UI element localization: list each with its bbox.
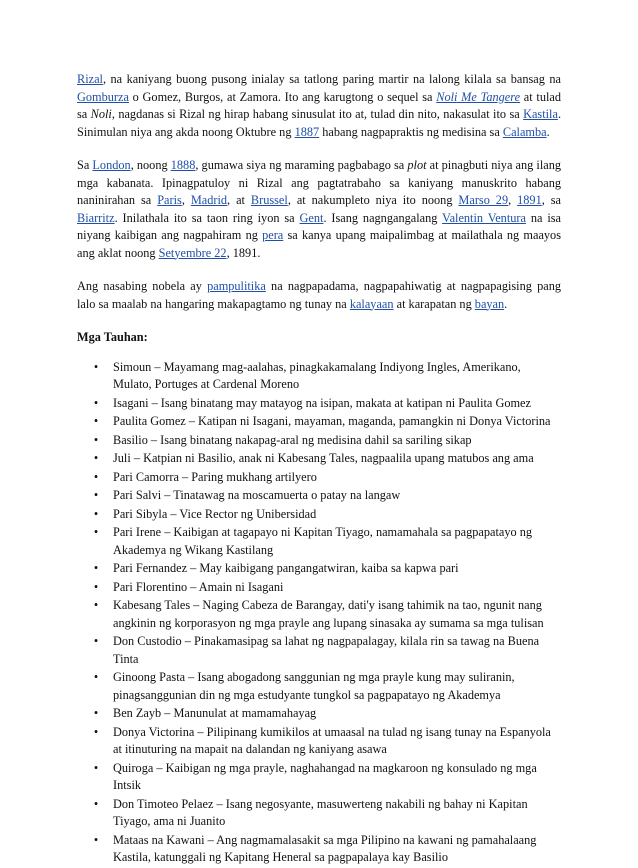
list-item-text: Pari Salvi – Tinatawag na moscamuerta o patay na langaw [113, 488, 401, 502]
list-item-text: Pari Fernandez – May kaibigang pangangatwiran, kaiba sa kapwa pari [113, 561, 459, 575]
link-kastila[interactable]: Kastila [523, 107, 558, 121]
list-item [77, 487, 561, 505]
bullet-icon: • [93, 796, 99, 811]
list-item-text: Don Custodio – Pinakamasipag sa lahat ng nagpapalagay, kilala rin sa tawag na Buena Tinta [113, 634, 540, 666]
link-paris[interactable]: Paris [157, 193, 182, 207]
link-1888[interactable]: 1888 [170, 158, 196, 172]
list-item-text: Ben Zayb – Manunulat at mamamahayag [113, 706, 317, 720]
bullet-icon: • [93, 760, 99, 775]
text: . [546, 124, 550, 139]
bullet-icon: • [93, 634, 99, 648]
list-item [77, 669, 561, 704]
link-1891[interactable]: 1891 [517, 193, 542, 207]
bullet-icon: • [93, 706, 99, 720]
list-item-text: Ginoong Pasta – Isang abogadong sanggunian ng mga prayle kung may suliranin, pinagsanggunian din ng mga estudyante tungkol sa pagpapatayo ng Akademya [113, 670, 515, 702]
link-brussel[interactable]: Brussel [250, 193, 288, 207]
text: , na kaniyang buong pusong inialay sa tatlong paring martir na lalong kilala sa bansag na [102, 72, 561, 86]
text: . Sinimulan niya ang akda noong Oktubre ng [77, 107, 562, 139]
bullet-icon: • [93, 359, 99, 374]
link-gent[interactable]: Gent [299, 210, 324, 225]
list-item [77, 832, 561, 867]
list-item-text: Pari Sibyla – Vice Rector ng Unibersidad [113, 506, 317, 521]
bullet-icon: • [93, 525, 99, 539]
link-pampulitika[interactable]: pampulitika [207, 279, 266, 293]
link-biarritz[interactable]: Biarritz [77, 210, 115, 225]
text: habang nagpapraktis ng medisina sa [319, 124, 503, 139]
text: , at nakumpleto niya ito noong [287, 193, 459, 207]
link-kalayaan[interactable]: kalayaan [349, 296, 394, 311]
text: . Inilathala ito sa taon ring iyon sa [114, 210, 300, 225]
link-setyembre-22[interactable]: Setyembre 22 [158, 245, 227, 260]
list-item-text: Pari Irene – Kaibigan at tagapayo ni Kapitan Tiyago, namamahala sa pagpapatayo ng Akademya ng Wikang Kastilang [113, 525, 532, 557]
list-item-text: Simoun – Mayamang mag-aalahas, pinagkakamalang Indiyong Ingles, Amerikano, Mulato, Portuges at Cardenal Moreno [113, 359, 521, 391]
bullet-icon: • [93, 414, 99, 428]
list-item [77, 413, 561, 431]
tauhan-list [77, 359, 561, 867]
bullet-icon: • [93, 432, 99, 447]
paragraph-rizal-intro [77, 71, 561, 141]
list-item [77, 395, 561, 413]
list-item-text: Donya Victorina – Pilipinang kumikilos at umaasal na tulad ng isang tunay na Espanyola at itinuturing na mapait na dalandan ng kaniyang asawa [113, 724, 551, 756]
text: , sa [541, 193, 561, 207]
list-item-text: Isagani – Isang binatang may matayog na isipan, makata at katipan ni Paulita Gomez [113, 395, 531, 410]
list-item [77, 597, 561, 632]
list-item-text: Juli – Katpian ni Basilio, anak ni Kabesang Tales, nagpaalila upang matubos ang ama [113, 451, 534, 465]
link-madrid[interactable]: Madrid [190, 193, 228, 207]
bullet-icon: • [93, 724, 99, 739]
text: Ang nasabing nobela ay [77, 279, 208, 293]
paragraph-london [77, 157, 561, 262]
list-item [77, 432, 561, 450]
bullet-icon: • [93, 561, 99, 575]
list-item [77, 506, 561, 524]
list-item-text: Mataas na Kawani – Ang nagmamalasakit sa mga Pilipino na kawani ng pamahalaang Kastila, katunggali ng Kapitang Heneral sa pagpapalaya kay Basilio [113, 832, 537, 864]
bullet-icon: • [93, 579, 99, 594]
list-item-text: Paulita Gomez – Katipan ni Isagani, mayaman, maganda, pamangkin ni Donya Victorina [113, 414, 551, 428]
paragraph-nobela [77, 278, 561, 313]
list-item-text: Quiroga – Kaibigan ng mga prayle, naghahangad na magkaroon ng konsulado ng mga Intsik [113, 760, 537, 792]
list-item [77, 760, 561, 795]
list-item [77, 560, 561, 578]
link-london[interactable]: London [92, 158, 131, 172]
text: , gumawa siya ng maraming pagbabago sa [195, 158, 408, 172]
link-rizal[interactable]: Rizal [77, 72, 103, 86]
link-gomburza[interactable]: Gomburza [77, 89, 129, 104]
text: , [181, 193, 191, 207]
list-item [77, 450, 561, 468]
link-pera[interactable]: pera [262, 228, 284, 242]
link-1887[interactable]: 1887 [294, 124, 320, 139]
text: o Gomez, Burgos, at Zamora. Ito ang karugtong o sequel sa [128, 89, 437, 104]
bullet-icon: • [93, 451, 99, 465]
text: na isa niyang kaibigan ang nagpahiram ng [77, 210, 562, 242]
list-item-text: Basilio – Isang binatang nakapag-aral ng medisina dahil sa sariling sikap [113, 432, 472, 447]
text: at karapatan ng [393, 296, 475, 311]
list-item [77, 796, 561, 831]
bullet-icon: • [93, 832, 99, 847]
list-item [77, 469, 561, 487]
document-content [77, 71, 561, 868]
list-item [77, 705, 561, 723]
list-item-text: Pari Florentino – Amain ni Isagani [113, 579, 284, 594]
link-noli-me-tangere[interactable]: Noli Me Tangere [436, 89, 521, 104]
list-item [77, 359, 561, 394]
link-valentin-ventura[interactable]: Valentin Ventura [442, 210, 526, 225]
text: sa kanya upang maipalimbag at mailathala ng maayos ang aklat noong [77, 228, 561, 260]
text: , nagdanas si Rizal ng hirap habang sinusulat ito at, tulad din nito, nakasulat ito sa [111, 107, 524, 121]
text: , 1891. [226, 245, 261, 260]
list-item-text: Kabesang Tales – Naging Cabeza de Barangay, dati'y isang tahimik na tao, ngunit nang angkinin ng korporasyon ng mga prayle ang lupang sinasaka ay sumama sa mga tulisan [113, 598, 544, 630]
list-item-text: Don Timoteo Pelaez – Isang negosyante, masuwerteng nakabili ng bahay ni Kapitan Tiyago, ama ni Juanito [113, 796, 528, 828]
text: , at [227, 193, 251, 207]
tauhan-heading: Mga Tauhan: [77, 330, 148, 344]
list-item-text: Pari Camorra – Paring mukhang artilyero [113, 469, 317, 484]
text: Sa [77, 158, 93, 172]
link-calamba[interactable]: Calamba [502, 124, 547, 139]
bullet-icon: • [93, 670, 99, 684]
text: na nagpapadama, nagpapahiwatig at nagpapagising pang lalo sa maalab na hangaring makapagtamo ng tunay na [77, 279, 561, 311]
text: , [508, 193, 518, 207]
text: at pinagbuti niya ang ilang mga kabanata. Ipinagpatuloy ni Rizal ang pagtatrabaho sa kaniyang manuskrito habang naninirahan sa [77, 158, 561, 207]
italic-noli: Noli [90, 107, 112, 121]
bullet-icon: • [93, 488, 99, 502]
bullet-icon: • [93, 506, 99, 521]
list-item [77, 633, 561, 668]
list-item [77, 579, 561, 597]
link-marso-29[interactable]: Marso 29 [458, 193, 509, 207]
list-item [77, 724, 561, 759]
text: . Isang nagngangalang [323, 210, 443, 225]
bullet-icon: • [93, 395, 99, 410]
bullet-icon: • [93, 598, 99, 612]
text: at tulad sa [77, 89, 561, 121]
link-bayan[interactable]: bayan [474, 296, 505, 311]
list-item [77, 524, 561, 559]
bullet-icon: • [93, 469, 99, 484]
italic-plot: plot [407, 158, 427, 172]
text: , noong [130, 158, 171, 172]
text: . [504, 296, 508, 311]
